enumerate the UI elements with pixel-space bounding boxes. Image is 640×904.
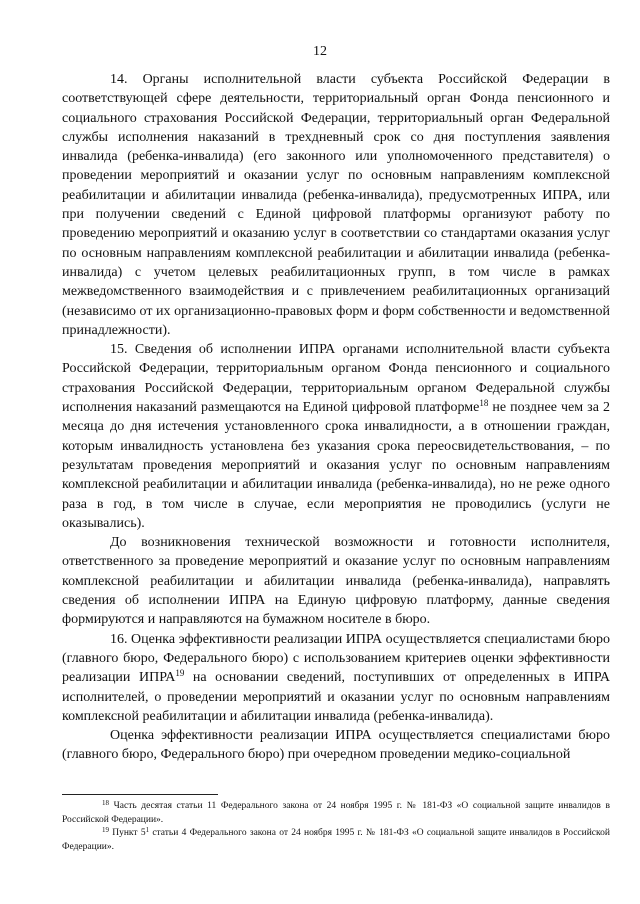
footnote-text-cont: статьи 4 Федерального закона от 24 ноября 1995 г. № 181-ФЗ «О социальной защите инвалидов в Российской Федерации».	[62, 828, 610, 852]
paragraph-text: Оценка эффективности реализации ИПРА осуществляется специалистами бюро (главного бюро, Федерального бюро) при очередном проведении медико-социальной	[62, 728, 610, 763]
page-number: 12	[313, 44, 327, 59]
paragraph-14	[62, 70, 610, 340]
paragraph-15	[62, 340, 610, 533]
footnote-ref-19: 19	[175, 668, 185, 679]
footnote-19	[62, 827, 610, 854]
paragraph-text: 14. Органы исполнительной власти субъекта Российской Федерации в соответствующей сфере деятельности, территориальный орган Фонда пенсионного и социального страхования Российской Федерации, территориальный орган Федеральной службы исполнения наказаний в трехдневный срок со дня поступления заявления инвалида (ребенка-инвалида) (его законного или уполномоченного представителя) о проведении мероприятий и оказании услуг по основным направлениям комплексной реабилитации и абилитации инвалида (ребенка-инвалида), предусмотренных ИПРА, или при получении сведений с Единой цифровой платформы организуют работу по проведению мероприятий и оказанию услуг в соответствии со стандартами оказания услуг по основным направлениям комплексной реабилитации и абилитации инвалида (ребенка-инвалида) с учетом целевых реабилитационных групп, в том числе в рамках межведомственного взаимодействия и с привлечением реабилитационных организаций (независимо от их организационно-правовых форм и форм собственности и ведомственной принадлежности).	[62, 72, 610, 338]
footnote-text: Пункт 5	[109, 828, 146, 838]
paragraph-text: До возникновения технической возможности и готовности исполнителя, ответственного за проведение мероприятий и оказание услуг по основным направлениям комплексной реабилитации и абилитации инвалида (ребенка-инвалида), направлять сведения об исполнении ИПРА на Единую цифровую платформу, данные сведения формируются и направляются на бумажном носителе в бюро.	[62, 535, 610, 628]
paragraph-text: 16. Оценка эффективности реализации ИПРА осуществляется специалистами бюро (главного бюро, Федерального бюро) с использованием критериев оценки эффективности реализации ИПРА	[62, 631, 610, 686]
footnote-mark: 18	[102, 799, 109, 807]
footnote-superscript: 1	[145, 826, 150, 834]
paragraph-text-cont: на основании сведений, поступивших от определенных в ИПРА исполнителей, о проведении мероприятий и оказании услуг по основным направлениям комплексной реабилитации и абилитации инвалида (ребенка-инвалида).	[62, 670, 611, 724]
paragraph-assessment	[62, 726, 610, 765]
body-text	[62, 70, 610, 765]
paragraph-text: 15. Сведения об исполнении ИПРА органами исполнительной власти субъекта Российской Федерации, территориальным органом Фонда пенсионного и социального страхования Российской Федерации, территориальным органом Федеральной службы исполнения наказаний размещаются на Единой цифровой платформе	[62, 342, 610, 416]
paragraph-technical-readiness	[62, 533, 610, 629]
paragraph-16	[62, 630, 610, 726]
footnote-text: Часть десятая статьи 11 Федерального закона от 24 ноября 1995 г. № 181-ФЗ «О социальной защите инвалидов в Российской Федерации».	[62, 801, 610, 825]
footnote-ref-18: 18	[479, 398, 489, 409]
footnote-mark: 19	[102, 826, 109, 834]
footnotes	[62, 800, 610, 854]
footnote-divider	[62, 794, 218, 795]
footnote-18	[62, 800, 610, 827]
paragraph-text-cont: не позднее чем за 2 месяца до дня истечения установленного срока инвалидности, а в отношении граждан, которым инвалидность установлена без указания срока переосвидетельствования, – по результатам проведения мероприятий и оказания услуг по основным направлениям комплексной реабилитации и абилитации инвалида (ребенка-инвалида), но не реже одного раза в год, в том числе в случае, если мероприятия не проводились (услуги не оказывались).	[62, 400, 610, 531]
